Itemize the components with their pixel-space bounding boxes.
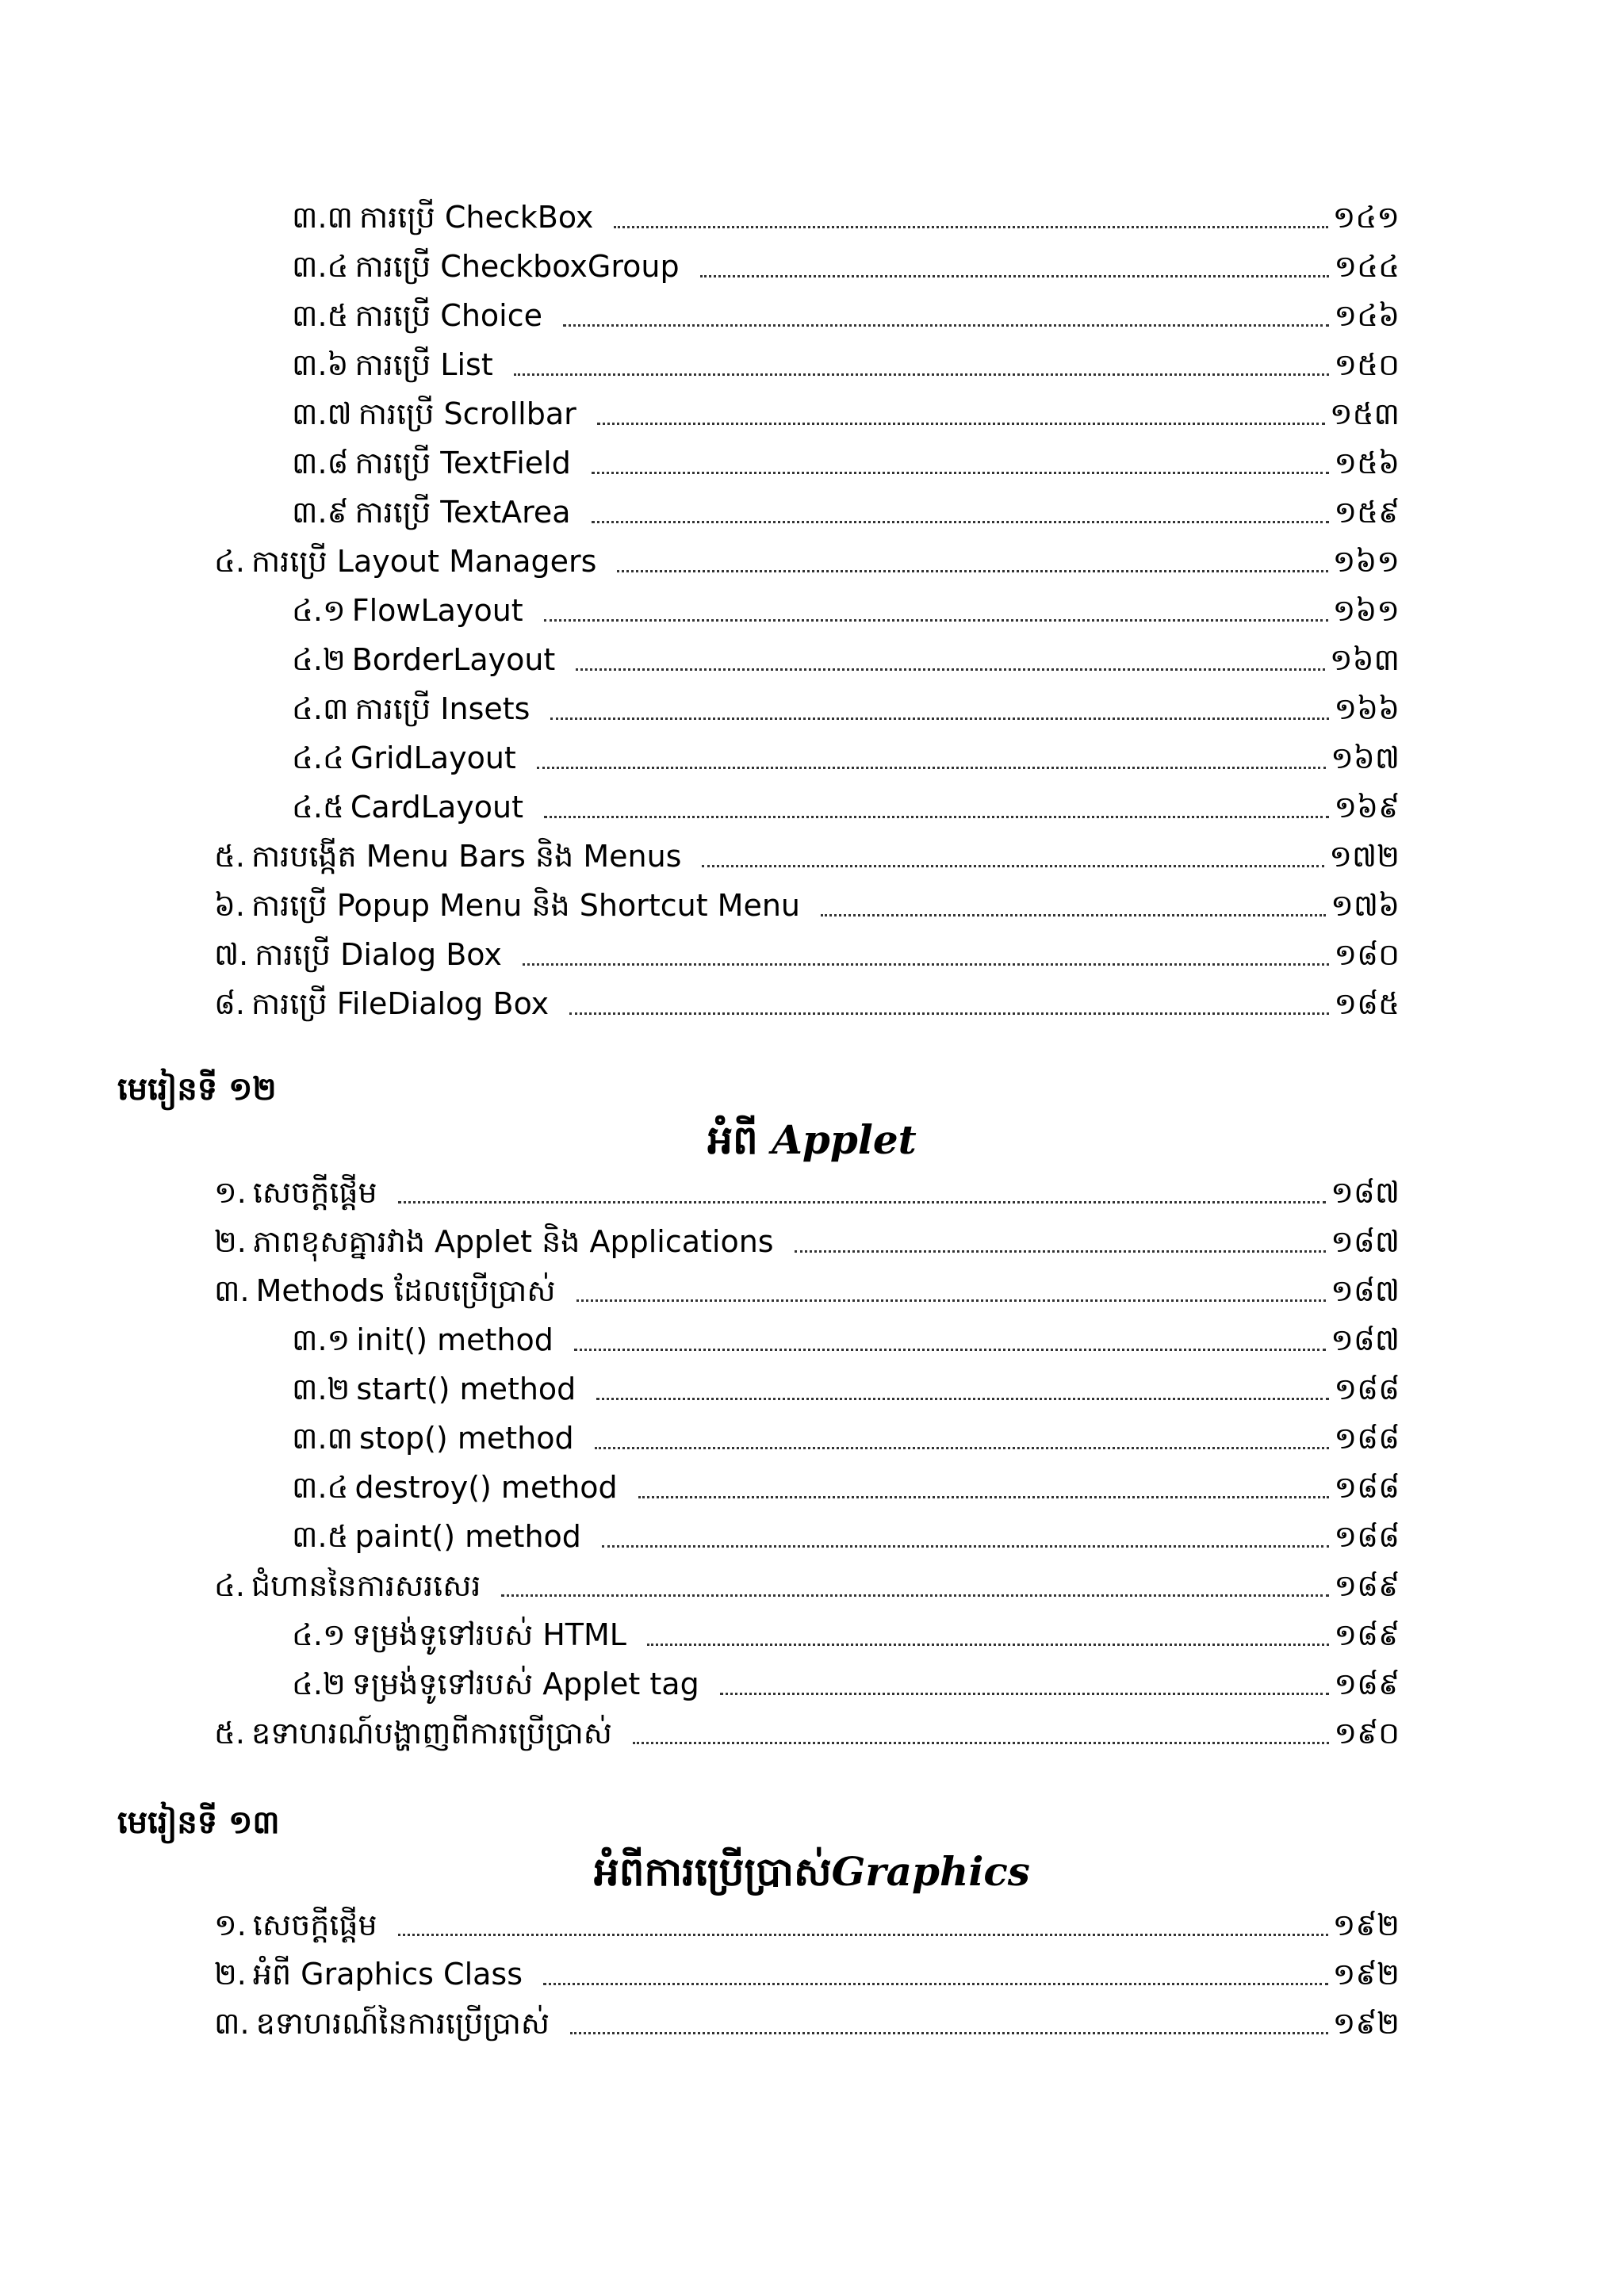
dot-leader	[597, 423, 1325, 425]
dot-leader	[602, 1545, 1330, 1548]
entry-page: ១៥៩	[1334, 495, 1400, 530]
entry-title: GridLayout	[350, 740, 516, 775]
entry-number: ៤.៥	[292, 790, 344, 825]
entry-title: ការប្រើ CheckBox	[359, 200, 594, 235]
entry-title: init() method	[356, 1322, 553, 1357]
entry-title: សេចក្តីផ្តើម	[252, 1908, 377, 1942]
entry-title: ការប្រើ Scrollbar	[358, 396, 576, 431]
entry-page: ១៤១	[1332, 200, 1400, 235]
toc-entry	[292, 1610, 1400, 1659]
toc-entry	[292, 1315, 1400, 1364]
entry-title: destroy() method	[354, 1470, 618, 1505]
dot-leader	[592, 472, 1330, 474]
entry-page: ១៤៤	[1334, 249, 1400, 284]
dot-leader	[574, 1349, 1326, 1351]
entry-number: ៣.៣	[292, 200, 354, 235]
entry-title: អំពី Graphics Class	[252, 1957, 523, 1992]
entry-title: ឧទាហរណ៍បង្ហាញពីការប្រើប្រាស់	[251, 1716, 612, 1751]
entry-page: ១៨៩	[1334, 1568, 1400, 1603]
dot-leader	[638, 1496, 1330, 1498]
toc-entry	[292, 733, 1400, 783]
entry-number: ៦.	[214, 888, 245, 923]
entry-title: ឧទាហរណ៍នៃការប្រើប្រាស់	[255, 2006, 550, 2041]
entry-page: ១៨៩	[1334, 1617, 1400, 1652]
entry-page: ១៩២	[1332, 1957, 1400, 1992]
toc-entry	[292, 438, 1400, 488]
entry-page: ១៦១	[1332, 593, 1400, 628]
entry-number: ៣.១	[292, 1322, 350, 1357]
dot-leader	[398, 1201, 1327, 1203]
entry-title: ការប្រើ TextField	[354, 446, 571, 480]
dot-leader	[633, 1742, 1329, 1744]
toc-entry	[214, 979, 1400, 1028]
entry-number: ៣.៣	[292, 1421, 354, 1456]
entry-title: ការប្រើ CheckboxGroup	[354, 249, 680, 284]
entry-page: ១៦៩	[1334, 790, 1400, 825]
entry-title: stop() method	[359, 1421, 574, 1456]
entry-number: ២.	[214, 1957, 247, 1992]
chapter-13-title-khmer: អំពីការប្រើប្រាស់	[594, 1849, 832, 1895]
entry-page: ១៩២	[1332, 2006, 1400, 2041]
toc-entry	[292, 1414, 1400, 1463]
chapter-13-title-latin: Graphics	[831, 1848, 1030, 1895]
toc-entry	[292, 783, 1400, 832]
dot-leader	[596, 1398, 1329, 1400]
entry-page: ១៨៨	[1334, 1372, 1400, 1406]
entry-page: ១៨៧	[1331, 1322, 1400, 1357]
entry-number: ៣.៤	[292, 1470, 349, 1505]
toc-entry	[292, 389, 1400, 438]
entry-number: ៣.៥	[292, 298, 349, 333]
chapter-13-label: មេរៀនទី ១៣	[117, 1804, 280, 1841]
entry-number: ៣.	[214, 1273, 250, 1308]
entry-page: ១៨៨	[1334, 1470, 1400, 1505]
toc-entry	[292, 635, 1400, 684]
dot-leader	[523, 963, 1330, 966]
entry-number: ៣.៧	[292, 396, 352, 431]
entry-title: ការបង្កើត Menu Bars និង Menus	[251, 839, 682, 874]
entry-title: ការប្រើ Layout Managers	[251, 544, 597, 579]
dot-leader	[543, 1983, 1328, 1985]
dot-leader	[720, 1693, 1330, 1695]
entry-number: ៣.២	[292, 1372, 350, 1406]
toc-entry	[214, 1950, 1400, 1999]
entry-page: ១៨៧	[1331, 1175, 1400, 1210]
chapter-13-title	[0, 1844, 1624, 1900]
entry-number: ៨.	[214, 986, 245, 1021]
dot-leader	[617, 570, 1327, 572]
toc-entry	[214, 1217, 1400, 1266]
dot-leader	[614, 226, 1327, 228]
entry-title: ការប្រើ Insets	[354, 691, 530, 726]
dot-leader	[700, 275, 1330, 277]
toc-entry	[214, 1266, 1400, 1315]
entry-page: ១៦៣	[1329, 642, 1400, 677]
entry-page: ១៤៦	[1334, 298, 1400, 333]
entry-title: FlowLayout	[351, 593, 523, 628]
dot-leader	[514, 373, 1330, 376]
chapter-12-label: មេរៀនទី ១២	[117, 1071, 277, 1108]
dot-leader	[544, 816, 1329, 818]
toc-entry	[292, 193, 1400, 242]
entry-title: ការប្រើ List	[354, 347, 493, 382]
entry-number: ៤.	[214, 1568, 245, 1603]
chapter-12-title	[0, 1112, 1624, 1168]
dot-leader	[592, 521, 1330, 523]
dot-leader	[544, 619, 1328, 622]
entry-number: ៤.២	[292, 1667, 346, 1701]
entry-title: ទម្រង់ទូទៅរបស់ Applet tag	[351, 1667, 699, 1701]
entry-page: ១៨៩	[1334, 1667, 1400, 1701]
dot-leader	[576, 1299, 1327, 1302]
entry-number: ៥.	[214, 839, 245, 874]
toc-entry	[214, 930, 1400, 979]
toc-entry	[214, 1709, 1400, 1758]
dot-leader	[563, 324, 1329, 327]
entry-title: ការប្រើ Dialog Box	[255, 937, 502, 972]
dot-leader	[821, 914, 1326, 916]
dot-leader	[550, 718, 1329, 720]
toc-entry	[214, 881, 1400, 930]
entry-page: ១៩០	[1334, 1716, 1400, 1751]
entry-number: ៤.១	[292, 1617, 346, 1652]
dot-leader	[569, 1012, 1329, 1015]
dot-leader	[576, 668, 1325, 671]
entry-number: ៤.២	[292, 642, 346, 677]
toc-entry	[292, 1364, 1400, 1414]
entry-page: ១៧២	[1329, 839, 1400, 874]
entry-title: Methods ដែលប្រើប្រាស់	[255, 1273, 556, 1308]
entry-page: ១៨០	[1334, 937, 1400, 972]
entry-page: ១៨៥	[1334, 986, 1400, 1021]
entry-page: ១៥៣	[1329, 396, 1400, 431]
entry-title: ការប្រើ Popup Menu និង Shortcut Menu	[251, 888, 801, 923]
toc-entry	[292, 291, 1400, 340]
dot-leader	[702, 865, 1324, 867]
dot-leader	[647, 1644, 1329, 1646]
entry-page: ១៨៧	[1331, 1273, 1400, 1308]
entry-page: ១៨៨	[1334, 1519, 1400, 1554]
toc-entry	[214, 1561, 1400, 1610]
entry-number: ៣.៥	[292, 1519, 349, 1554]
entry-number: ៤.៣	[292, 691, 349, 726]
entry-number: ៣.៨	[292, 446, 349, 480]
toc-entry	[292, 1659, 1400, 1709]
entry-title: CardLayout	[350, 790, 523, 825]
dot-leader	[795, 1250, 1327, 1253]
toc-entry	[292, 242, 1400, 291]
entry-title: សេចក្តីផ្តើម	[252, 1175, 377, 1210]
entry-page: ១៨៧	[1331, 1224, 1400, 1259]
dot-leader	[570, 2032, 1327, 2034]
chapter-12-title-khmer: អំពី	[707, 1117, 772, 1163]
toc-entry	[214, 1168, 1400, 1217]
toc-entry	[292, 1463, 1400, 1512]
toc-entry	[292, 488, 1400, 537]
entry-title: ការប្រើ TextArea	[354, 495, 571, 530]
chapter-12-title-latin: Applet	[772, 1116, 917, 1163]
entry-page: ១៥០	[1334, 347, 1400, 382]
toc-entry	[214, 1900, 1400, 1950]
entry-number: ៥.	[214, 1716, 245, 1751]
entry-page: ១៥៦	[1334, 446, 1400, 480]
entry-page: ១៦១	[1332, 544, 1400, 579]
entry-number: ៧.	[214, 937, 249, 972]
toc-entry	[214, 832, 1400, 881]
entry-number: ៤.៤	[292, 740, 344, 775]
entry-number: ៣.៩	[292, 495, 349, 530]
toc-entry	[214, 1999, 1400, 2048]
toc-entry	[214, 537, 1400, 586]
entry-title: ជំហាននៃការសរសេរ	[251, 1568, 481, 1603]
dot-leader	[398, 1934, 1328, 1936]
entry-number: ៣.៦	[292, 347, 349, 382]
entry-page: ១៨៨	[1334, 1421, 1400, 1456]
entry-number: ៣.	[214, 2006, 250, 2041]
entry-title: start() method	[356, 1372, 576, 1406]
entry-number: ១.	[214, 1908, 247, 1942]
entry-number: ៤.១	[292, 593, 346, 628]
entry-page: ១៦៧	[1331, 740, 1400, 775]
entry-title: paint() method	[354, 1519, 581, 1554]
dot-leader	[501, 1594, 1329, 1597]
entry-number: ៣.៤	[292, 249, 349, 284]
entry-page: ១៧៦	[1331, 888, 1400, 923]
entry-title: ទម្រង់ទូទៅរបស់ HTML	[351, 1617, 626, 1652]
toc-entry	[292, 586, 1400, 635]
toc-entry	[292, 684, 1400, 733]
entry-title: ការប្រើ Choice	[354, 298, 542, 333]
entry-page: ១៦៦	[1334, 691, 1400, 726]
entry-title: ការប្រើ FileDialog Box	[251, 986, 550, 1021]
dot-leader	[595, 1447, 1330, 1449]
entry-title: ភាពខុសគ្នារវាង Applet និង Applications	[252, 1224, 774, 1259]
toc-entry	[292, 340, 1400, 389]
toc-entry	[292, 1512, 1400, 1561]
entry-number: ២.	[214, 1224, 247, 1259]
entry-page: ១៩២	[1332, 1908, 1400, 1942]
entry-number: ៤.	[214, 544, 245, 579]
entry-title: BorderLayout	[351, 642, 556, 677]
dot-leader	[537, 767, 1326, 769]
entry-number: ១.	[214, 1175, 247, 1210]
